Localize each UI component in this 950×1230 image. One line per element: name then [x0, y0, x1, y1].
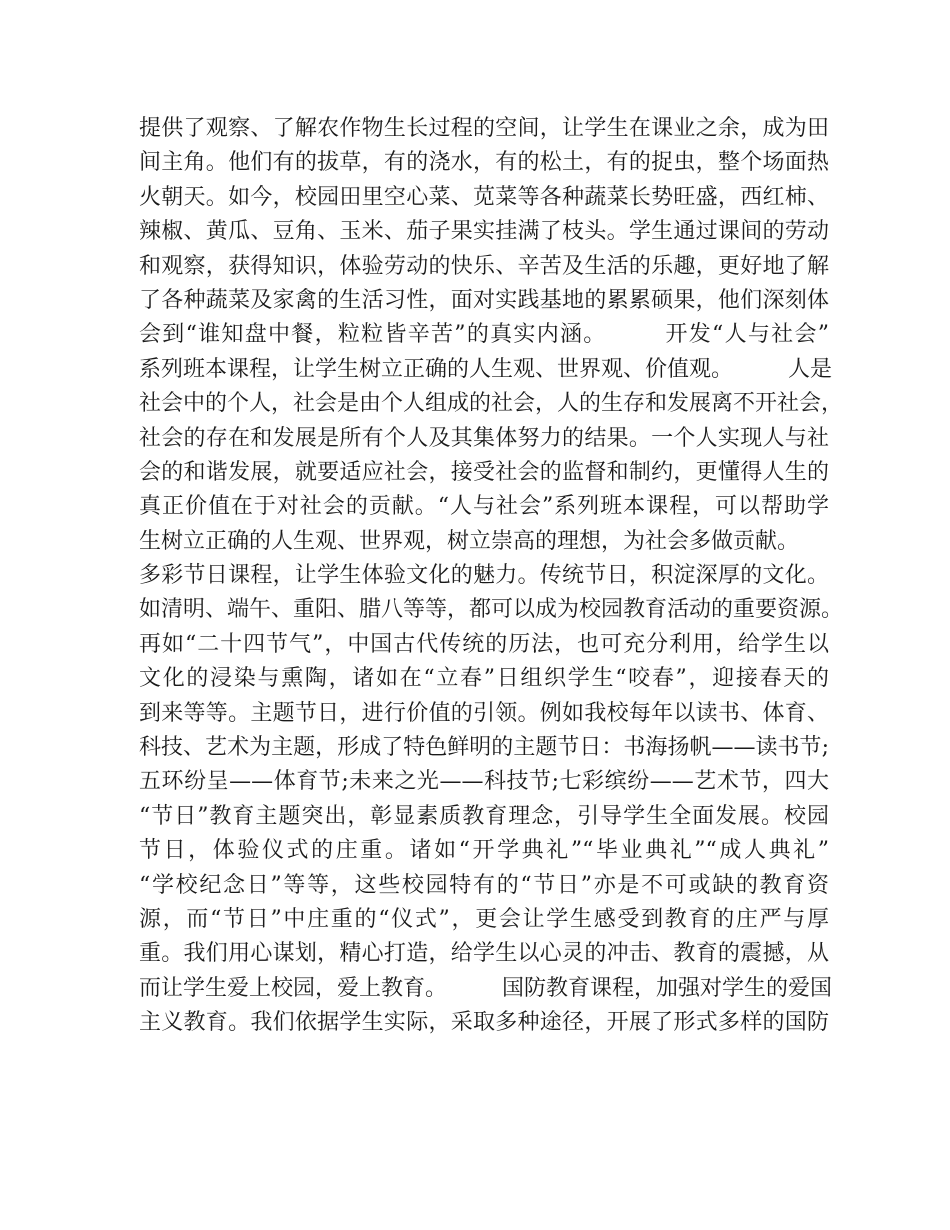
text-line: 了各种蔬菜及家禽的生活习性，面对实践基地的累累硕果，他们深刻体	[139, 287, 829, 313]
text-line: 如清明、端午、重阳、腊八等等，都可以成为校园教育活动的重要资源。	[139, 597, 844, 623]
text-line: 到来等等。主题节日，进行价值的引领。例如我校每年以读书、体育、	[139, 700, 829, 726]
text-line: 间主角。他们有的拔草，有的浇水，有的松土，有的捉虫，整个场面热	[139, 150, 829, 176]
text-line: 和观察，获得知识，体验劳动的快乐、辛苦及生活的乐趣，更好地了解	[139, 253, 829, 279]
text-line: 文化的浸染与熏陶，诸如在“立春”日组织学生“咬春”，迎接春天的	[139, 666, 829, 692]
text-line: 再如“二十四节气”，中国古代传统的历法，也可充分利用，给学生以	[139, 631, 829, 657]
text-line: 重。我们用心谋划，精心打造，给学生以心灵的冲击、教育的震撼，从	[139, 941, 829, 967]
text-line: “学校纪念日”等等，这些校园特有的“节日”亦是不可或缺的教育资	[139, 872, 829, 898]
text-line: 而让学生爱上校园，爱上教育。 国防教育课程，加强对学生的爱国	[139, 975, 833, 1001]
text-line: “节日”教育主题突出，彰显素质教育理念，引导学生全面发展。校园	[139, 803, 829, 829]
text-line: 科技、艺术为主题，形成了特色鲜明的主题节日：书海扬帆——读书节;	[139, 735, 829, 761]
text-line: 会的和谐发展，就要适应社会，接受社会的监督和制约，更懂得人生的	[139, 459, 829, 485]
text-line: 主义教育。我们依据学生实际，采取多种途径，开展了形式多样的国防	[139, 1010, 829, 1036]
text-line: 生树立正确的人生观、世界观，树立崇高的理想，为社会多做贡献。	[139, 528, 800, 554]
text-line: 源，而“节日”中庄重的“仪式”，更会让学生感受到教育的庄严与厚	[139, 906, 829, 932]
text-line: 五环纷呈——体育节;未来之光——科技节;七彩缤纷——艺术节，四大	[139, 769, 829, 795]
text-line: 多彩节日课程，让学生体验文化的魅力。传统节日，积淀深厚的文化。	[139, 563, 829, 589]
text-line: 系列班本课程，让学生树立正确的人生观、世界观、价值观。 人是	[139, 356, 833, 382]
text-line: 火朝天。如今，校园田里空心菜、苋菜等各种蔬菜长势旺盛，西红柿、	[139, 184, 829, 210]
body-text	[139, 112, 844, 1041]
text-line: 真正价值在于对社会的贡献。“人与社会”系列班本课程，可以帮助学	[139, 494, 829, 520]
text-line: 提供了观察、了解农作物生长过程的空间，让学生在课业之余，成为田	[139, 116, 829, 141]
text-line: 社会中的个人，社会是由个人组成的社会，人的生存和发展离不开社会，	[139, 391, 844, 417]
text-line: 会到“谁知盘中餐，粒粒皆辛苦”的真实内涵。 开发“人与社会”	[139, 322, 829, 348]
text-line: 辣椒、黄瓜、豆角、玉米、茄子果实挂满了枝头。学生通过课间的劳动	[139, 219, 829, 245]
text-line: 社会的存在和发展是所有个人及其集体努力的结果。一个人实现人与社	[139, 425, 829, 451]
text-line: 节日，体验仪式的庄重。诸如“开学典礼”“毕业典礼”“成人典礼”	[139, 838, 829, 864]
